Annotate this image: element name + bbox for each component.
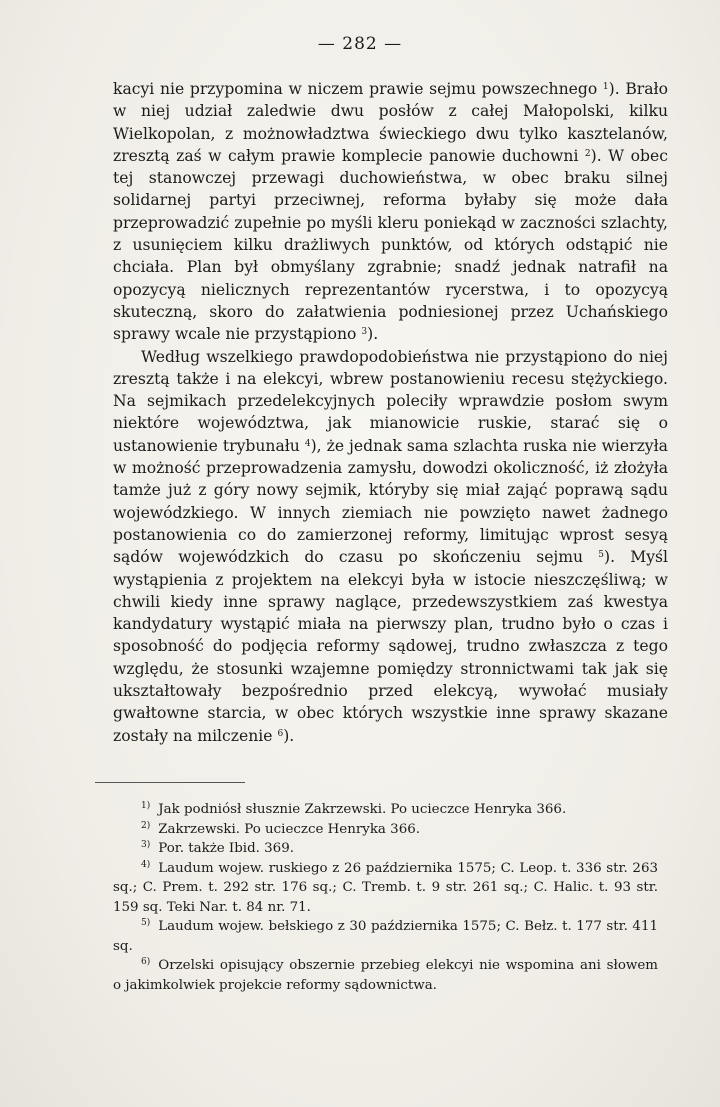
- text-run: ).: [367, 325, 379, 344]
- footnote-ref-2: 2: [584, 148, 591, 159]
- footnote-mark: 6): [141, 957, 151, 967]
- text-run: ), że jednak sama szlachta ruska nie wierzyła w możność przeprowadzenia zamysłu, dowodzi okoliczność, iż złożyła tamże już z góry nowy sejmik, któryby się miał zająć poprawą sądu wojewódzkiego. W innych ziemiach nie powzięto nawet żadnego postanowienia co do zamierzonej reformy, limitując wprost sesyą sądów wojewódzkich do czasu po skończeniu sejmu: [113, 436, 668, 567]
- footnote-4: [113, 859, 658, 918]
- footnote-1: [113, 800, 658, 820]
- text-run: kacyi nie przypomina w niczem prawie sejmu powszechnego: [113, 80, 603, 98]
- main-text: [113, 78, 668, 747]
- footnote-text: Laudum wojew. ruskiego z 26 października 1575; C. Leop. t. 336 str. 263 sq.; C. Prem. t. 292 str. 176 sq.; C. Tremb. t. 9 str. 261 sq.; C. Halic. t. 93 str. 159 sq. Teki Nar. t. 84 nr. 71.: [113, 860, 658, 915]
- footnote-mark: 1): [141, 801, 151, 811]
- footnote-mark: 5): [141, 918, 151, 928]
- footnote-2: [113, 820, 658, 840]
- footnote-5: [113, 917, 658, 956]
- footnote-ref-3: 3: [361, 327, 368, 338]
- text-run: ). W obec tej stanowczej przewagi duchowieństwa, w obec braku silnej solidarnej partyi przeciwnej, reforma byłaby się może dała przeprowadzić zupełnie po myśli kleru poniekąd w zaczności szlachty, z usunięciem kilku drażliwych punktów, od których odstąpić nie chciała. Plan był obmyślany zgrabnie; snadź jednak natrafił na opozycyą nielicznych reprezentantów rycerstwa, i to opozycyą skuteczną, skoro do załatwienia podniesionej przez Uchańskiego sprawy wcale nie przystąpiono: [113, 146, 668, 344]
- text-run: ).: [283, 726, 295, 745]
- text-run: ). Brało w niej udział zaledwie dwu posłów z całej Małopolski, kilku Wielkopolan, z możnowładztwa świeckiego dwu tylko kasztelanów, zresztą zaś w całym prawie komplecie panowie duchowni: [113, 80, 668, 165]
- footnote-mark: 3): [141, 840, 151, 850]
- footnote-text: Por. także Ibid. 369.: [158, 841, 294, 856]
- footnote-ref-4: 4: [304, 438, 311, 449]
- footnote-ref-6: 6: [277, 728, 284, 739]
- footnote-3: [113, 839, 658, 859]
- footnote-text: Jak podniósł słusznie Zakrzewski. Po ucieczce Henryka 366.: [158, 802, 567, 817]
- footnote-ref-1: 1: [602, 82, 609, 92]
- footnote-6: [113, 956, 658, 995]
- footnote-mark: 4): [141, 859, 151, 870]
- paragraph-1: [113, 78, 668, 346]
- paragraph-2: [113, 346, 668, 747]
- text-run: ). Myśl wystąpienia z projektem na elekcyi była w istocie nieszczęśliwą; w chwili kiedy inne sprawy naglące, przedewszystkiem zaś kwestya kandydatury wystąpić miała na pierwszy plan, trudno było o czas i sposobność do podjęcia reformy sądowej, trudno zwłaszcza z tego względu, że stosunki wzajemne pomiędzy stronnictwami tak jak się ukształtowały bezpośrednio przed elekcyą, wywołać musiały gwałtowne starcia, w obec których wszystkie inne sprawy skazane zostały na milczenie: [113, 548, 668, 745]
- footnote-text: Orzelski opisujący obszernie przebieg elekcyi nie wspomina ani słowem o jakimkolwiek projekcie reformy sądownictwa.: [113, 958, 658, 993]
- footnote-separator: [95, 782, 245, 783]
- footnote-text: Laudum wojew. bełskiego z 30 października 1575; C. Bełz. t. 177 str. 411 sq.: [113, 919, 658, 954]
- footnote-text: Zakrzewski. Po ucieczce Henryka 366.: [158, 821, 420, 837]
- page-number: — 282 —: [317, 34, 403, 54]
- footnotes: [113, 800, 658, 995]
- text-run: Według wszelkiego prawdopodobieństwa nie przystąpiono do niej zresztą także i na elekcyi, wbrew postanowieniu recesu stężyckiego. Na sejmikach przedelekcyjnych poleciły wprawdzie posłom swym niektóre województwa, jak mianowicie ruskie, starać się o ustanowienie trybunału: [113, 347, 668, 455]
- footnote-ref-5: 5: [598, 550, 605, 561]
- footnote-mark: 2): [141, 820, 151, 831]
